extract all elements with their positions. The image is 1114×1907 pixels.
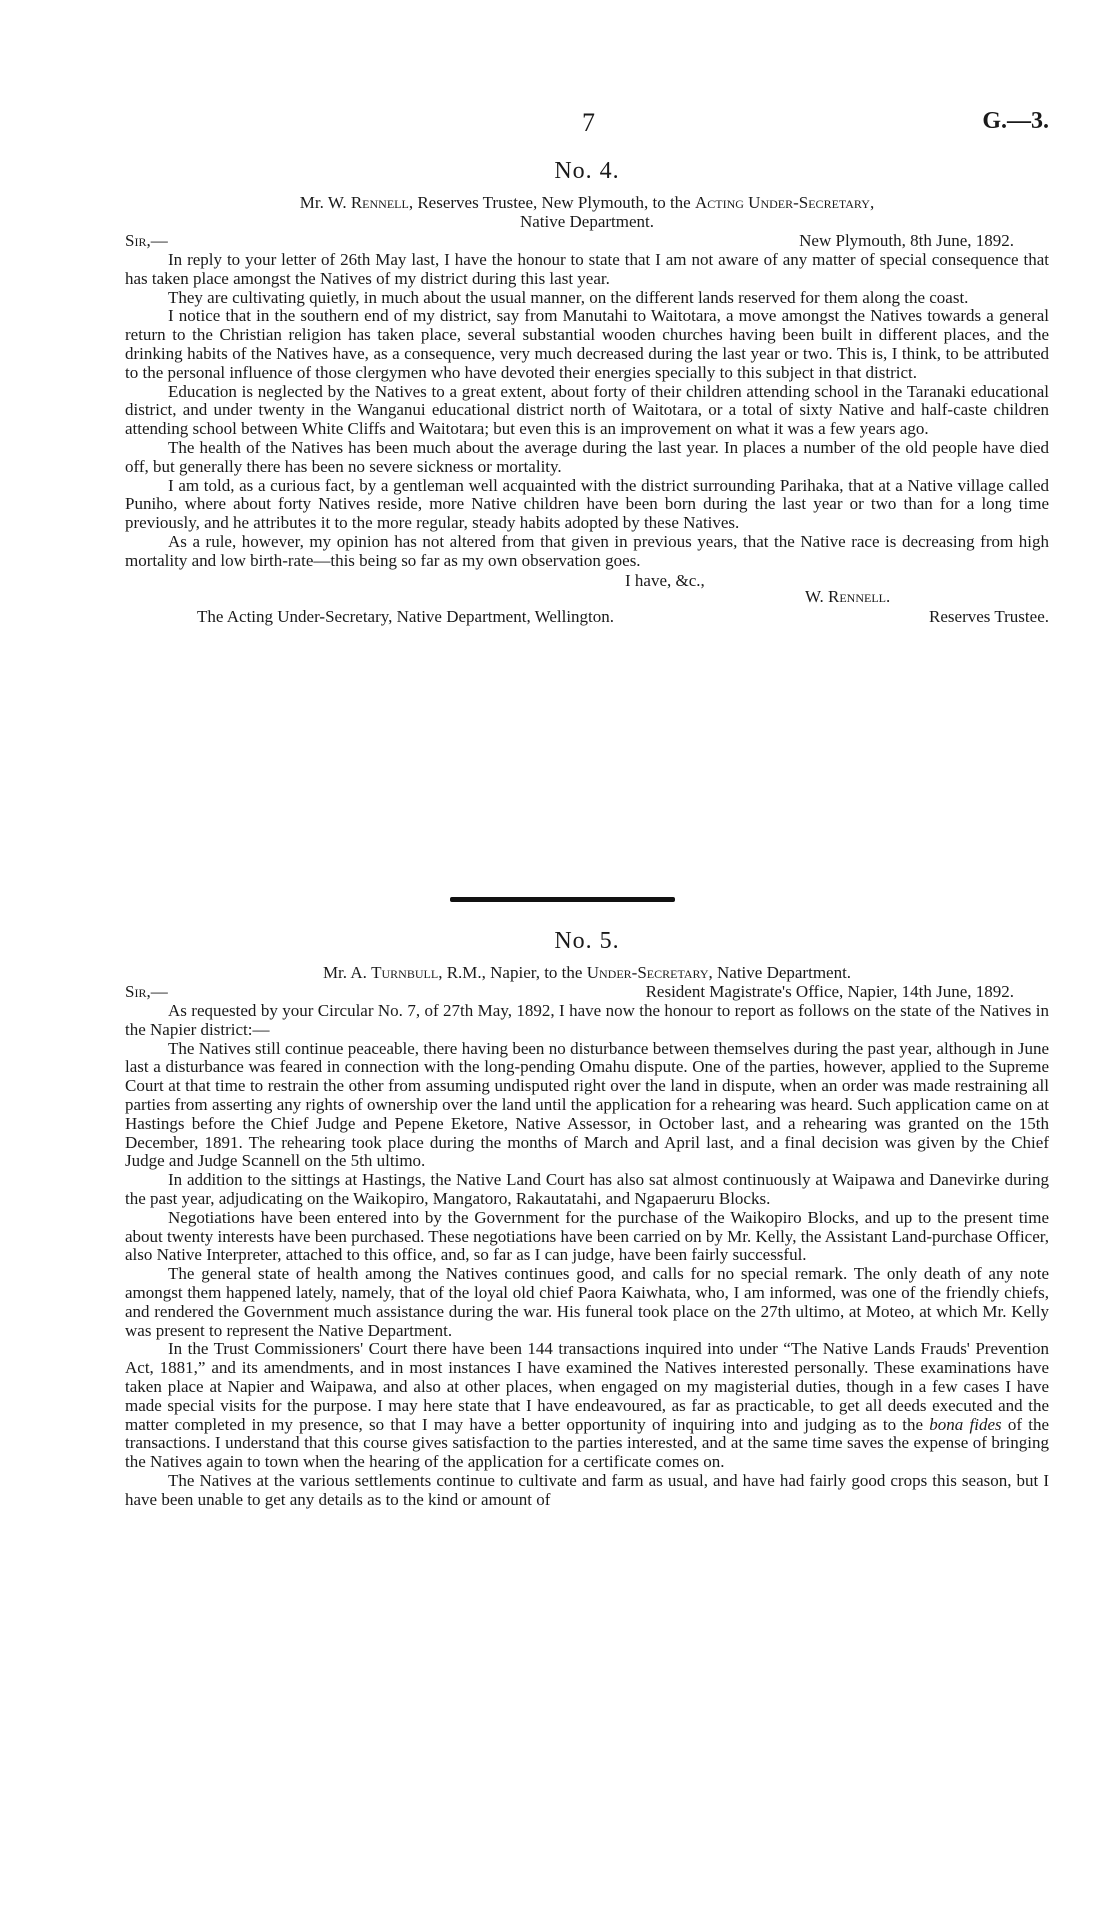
letter-heading-line2: Native Department. <box>519 212 655 231</box>
heading-text: , R.M., Napier, to the <box>438 963 587 982</box>
paragraph <box>125 1340 1049 1472</box>
paragraph: As requested by your Circular No. 7, of 27th May, 1892, I have now the honour to report as follows on the state of the Natives in the Napier district:— <box>125 1001 1049 1039</box>
heading-text: Mr. A. <box>322 963 372 982</box>
salutation-row <box>125 231 1049 251</box>
paragraph: I am told, as a curious fact, by a gentleman well acquainted with the district surrounding Parihaka, that at a Native village called Puniho, where about forty Natives reside, more Native children have been born during the last year or two than for a long time previously, and he attributes it to the more regular, steady habits adopted by these Natives. <box>125 475 1049 533</box>
salutation: Sir,— <box>125 982 168 1001</box>
signature-text: W. <box>805 586 828 606</box>
paragraph: Education is neglected by the Natives to a great extent, about forty of their children attending school in the Taranaki educational district, and under twenty in the Wanganui educational district north of Waitotara, or a total of sixty Native and half-caste children attending school between White Cliffs and Waitotara; but even this is an improvement on what it was a few years ago. <box>125 381 1049 439</box>
heading-text: , Native Department. <box>708 963 852 982</box>
paragraph: As a rule, however, my opinion has not altered from that given in previous years, that the Native race is decreasing from high mortality and low birth-rate—this being so far as my own observation goes. <box>125 531 1049 570</box>
signature <box>805 587 1049 605</box>
section-number: No. 4. <box>554 158 620 184</box>
salutation: Sir,— <box>125 231 168 250</box>
section-divider <box>450 897 675 902</box>
recipient-title: Acting Under-Secretary <box>694 193 870 212</box>
paragraph: They are cultivating quietly, in much about the usual manner, on the different lands reserved for them along the coast. <box>168 287 969 307</box>
latin-phrase: bona fides <box>929 1414 1002 1434</box>
closing-row <box>125 605 1049 625</box>
signature-text: . <box>886 586 891 606</box>
signature-name: Rennell <box>828 586 886 606</box>
paragraph: The general state of health among the Natives continues good, and calls for no special remark. The only death of any note amongst them happened lately, namely, that of the loyal old chief Paora Kaiwhata, who, I am informed, was one of the friendly chiefs, and rendered the Government much assistance during the war. His funeral took place on the 27th ultimo, at Moteo, at which Mr. Kelly was present to represent the Native Department. <box>125 1264 1049 1340</box>
letter-body <box>125 1002 1049 1510</box>
paragraph: The Natives still continue peaceable, there having been no disturbance between themselves during the past year, although in June last a disturbance was feared in connection with the long-pending Omahu dispute. One of the parties, however, applied to the Supreme Court at that time to restrain the other from assuming undisputed right over the land in dispute, when an order was made restraining all parties from asserting any rights of ownership over the land until the application for a rehearing was heard. Such application came on at Hastings before the Chief Judge and Pepene Eketore, Native Assessor, in October last, and a rehearing was granted on the 15th December, 1891. The rehearing took place during the months of March and April last, and a final decision was given by the Chief Judge and Judge Scannell on the 5th ultimo. <box>125 1038 1049 1171</box>
document-reference: G.—3. <box>982 108 1049 134</box>
heading-text: , Reserves Trustee, New Plymouth, to the <box>408 193 695 212</box>
letter-date: New Plymouth, 8th June, 1892. <box>799 231 1014 250</box>
letter-heading <box>125 193 1049 212</box>
page-number: 7 <box>582 108 595 137</box>
paragraph-text: of the transactions. I understand that this course gives satisfaction to the parties interested, and at the same time saves the expense of bringing the Natives again to town when the hearing of the application for a certificate comes on. <box>125 1414 1049 1472</box>
signer-title: Reserves Trustee. <box>929 606 1049 626</box>
salutation-row <box>125 982 1049 1002</box>
heading-text: Mr. W. <box>299 193 351 212</box>
paragraph: In addition to the sittings at Hastings, the Native Land Court has also sat almost continuously at Waipawa and Danevirke during the past year, adjudicating on the Waikopiro, Mangatoro, Rakautatahi, and Ngapaeruru Blocks. <box>125 1170 1049 1208</box>
sign-off: I have, &c., <box>625 570 705 590</box>
addressee: The Acting Under-Secretary, Native Department, Wellington. <box>197 606 615 626</box>
heading-text: , <box>869 193 875 212</box>
paragraph: I notice that in the southern end of my district, say from Manutahi to Waitotara, a move amongst the Natives towards a general return to the Christian religion has taken place, several substantial wooden churches having been built in different places, and the drinking habits of the Natives have, as a consequence, very much decreased during the last year or two. This is, I think, to be attributed to the personal influence of those clergymen who have devoted their energies specially to this subject in that district. <box>125 306 1049 382</box>
letter-no-4 <box>125 158 1049 625</box>
paragraph: The health of the Natives has been much about the average during the last year. In places a number of the old people have died off, but generally there has been no severe sickness or mortality. <box>125 437 1049 476</box>
paragraph: The Natives at the various settlements continue to cultivate and farm as usual, and have had fairly good crops this season, but I have been unable to get any details as to the kind or amount of <box>125 1470 1049 1509</box>
letter-no-5 <box>125 928 1049 1510</box>
paragraph: In reply to your letter of 26th May last, I have the honour to state that I am not aware of any matter of special consequence that has taken place amongst the Natives of my district during this last year. <box>125 250 1049 288</box>
letter-date: Resident Magistrate's Office, Napier, 14th June, 1892. <box>645 982 1014 1001</box>
section-number: No. 5. <box>554 928 620 954</box>
letter-heading <box>125 963 1049 982</box>
page-header <box>0 108 1114 138</box>
paragraph: Negotiations have been entered into by the Government for the purchase of the Waikopiro Blocks, and up to the present time about twenty interests have been purchased. These negotiations have been carried on by Mr. Kelly, the Assistant Land-purchase Officer, also Native Interpreter, attached to this office, and, so far as I can judge, have been fairly successful. <box>125 1207 1049 1265</box>
recipient-title: Under-Secretary <box>586 963 709 982</box>
sender-name: Rennell <box>350 193 409 212</box>
paragraph-text: In the Trust Commissioners' Court there have been 144 transactions inquired into under “The Native Lands Frauds' Prevention Act, 1881,” and its amendments, and in most instances I have examined the Natives interested personally. These examinations have taken place at Napier and Waipawa, and also at other places, when engaged on my magisterial duties, though in a few cases I have made special visits for the purpose. I may here state that I have endeavoured, as far as practicable, to get all deeds executed and the matter completed in my presence, so that I may have a better opportunity of inquiring into and judging as to the <box>125 1339 1049 1434</box>
letter-body <box>125 251 1049 571</box>
sender-name: Turnbull <box>371 963 439 982</box>
